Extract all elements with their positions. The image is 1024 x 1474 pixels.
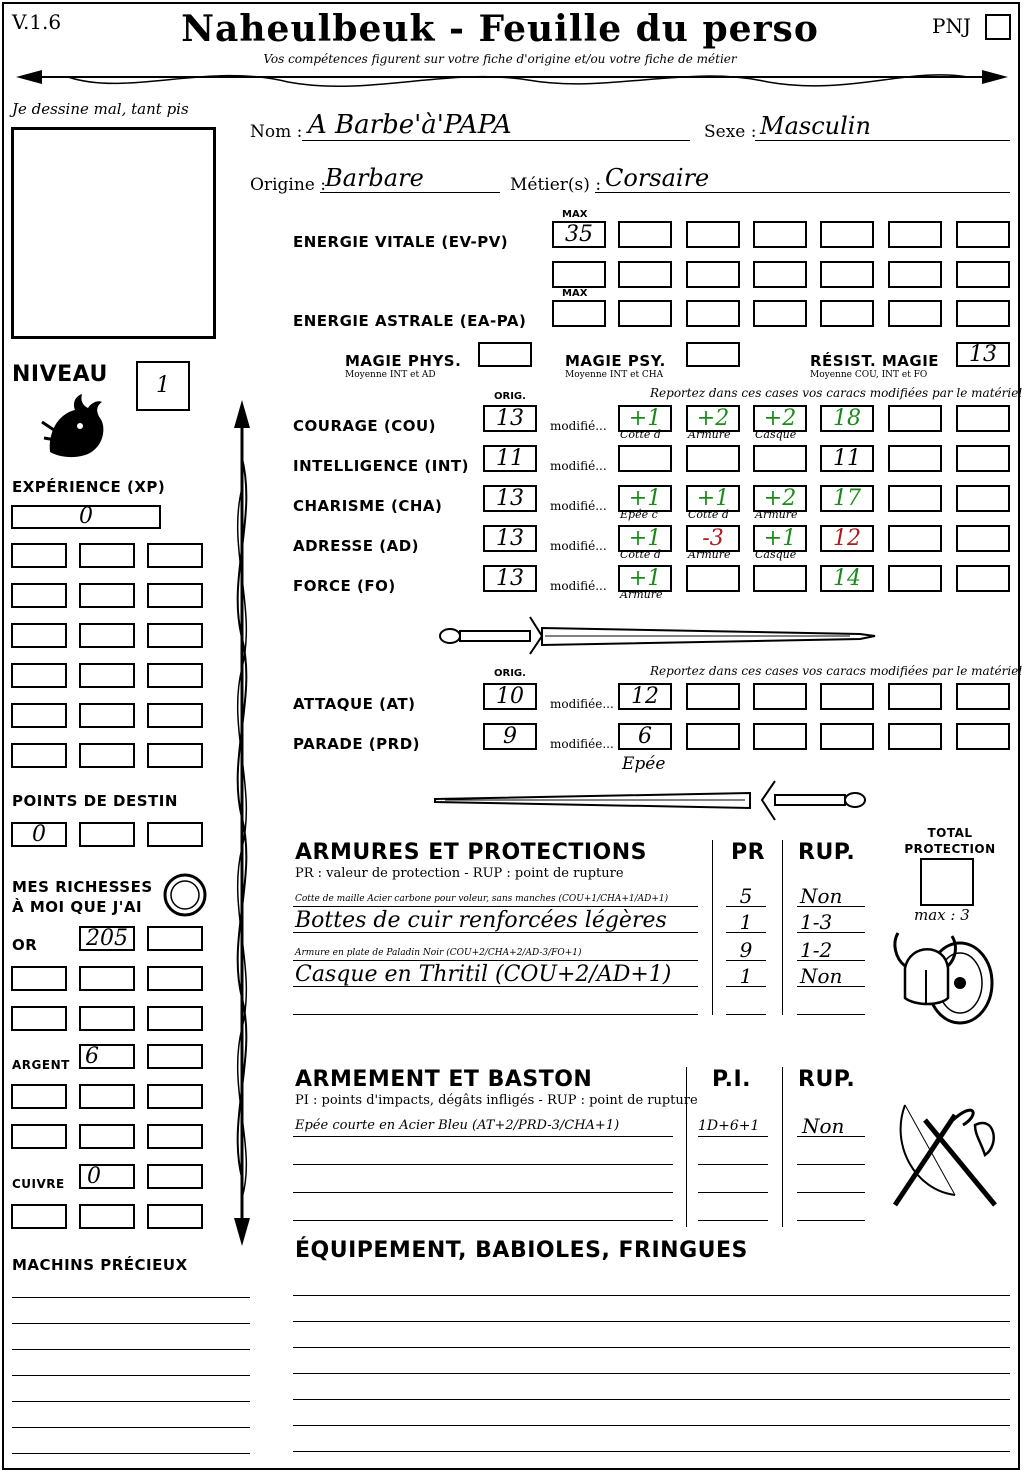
ea-max-box[interactable] bbox=[552, 300, 606, 327]
money-track-box[interactable] bbox=[147, 1084, 203, 1109]
money-track-box[interactable] bbox=[147, 1124, 203, 1149]
stat-mod-source: Cotte d bbox=[688, 508, 729, 521]
xp-label: EXPÉRIENCE (XP) bbox=[12, 478, 166, 496]
equipment-line[interactable] bbox=[293, 1347, 1010, 1348]
metier-label: Métier(s) : bbox=[510, 175, 602, 195]
stat-mod-source: Casque bbox=[755, 428, 797, 441]
parade-label: PARADE (PRD) bbox=[293, 735, 421, 753]
stat-mod-source: Armure bbox=[688, 428, 731, 441]
machins-line[interactable] bbox=[12, 1427, 250, 1428]
sexe-value[interactable]: Masculin bbox=[760, 112, 871, 140]
stat-mod-value bbox=[688, 447, 738, 470]
ev-track2-box-5[interactable] bbox=[820, 261, 874, 288]
magie-phys-box[interactable] bbox=[478, 342, 532, 367]
sword-ornament-bottom bbox=[430, 778, 880, 823]
magie-psy-box[interactable] bbox=[686, 342, 740, 367]
ev-track-box-2[interactable] bbox=[686, 221, 740, 248]
xp-track-box[interactable] bbox=[79, 703, 135, 728]
stat-orig-value: 13 bbox=[496, 525, 524, 551]
ev-track2-box-1[interactable] bbox=[552, 261, 606, 288]
or-box-2[interactable] bbox=[147, 926, 203, 951]
stat-orig-box[interactable] bbox=[483, 525, 537, 552]
ev-track2-box-4[interactable] bbox=[753, 261, 807, 288]
money-track-box[interactable] bbox=[79, 966, 135, 991]
equipment-line[interactable] bbox=[293, 1373, 1010, 1374]
magie-phys-label: MAGIE PHYS. bbox=[345, 352, 462, 370]
xp-track-box[interactable] bbox=[11, 623, 67, 648]
stat-mod-value: +1 bbox=[628, 525, 662, 551]
destin-box-1[interactable] bbox=[11, 822, 67, 847]
argent-box-2[interactable] bbox=[147, 1044, 203, 1069]
helmet-shield-icon bbox=[890, 928, 1000, 1028]
stat-mod-source: Cotte d bbox=[620, 548, 661, 561]
stat-mod-box[interactable] bbox=[820, 485, 874, 512]
ev-track-box-4[interactable] bbox=[820, 221, 874, 248]
armor-title: ARMURES ET PROTECTIONS bbox=[295, 840, 647, 865]
attaque-label: ATTAQUE (AT) bbox=[293, 695, 416, 713]
stat-mod-box[interactable] bbox=[888, 565, 942, 592]
stat-orig-value: 13 bbox=[496, 485, 524, 511]
machins-line[interactable] bbox=[12, 1401, 250, 1402]
attaque-mod-box-5[interactable] bbox=[888, 683, 942, 710]
stats-orig-label: ORIG. bbox=[494, 391, 526, 402]
stat-mod-value: 12 bbox=[833, 525, 861, 551]
ea-track-box-4[interactable] bbox=[820, 300, 874, 327]
modifie-label: modifié... bbox=[550, 579, 607, 593]
money-track-box[interactable] bbox=[11, 1204, 67, 1229]
or-value: 205 bbox=[86, 925, 128, 951]
stat-mod-box[interactable] bbox=[820, 525, 874, 552]
cuivre-box-2[interactable] bbox=[147, 1164, 203, 1189]
xp-track-box[interactable] bbox=[79, 623, 135, 648]
stat-mod-source: Casque bbox=[755, 548, 797, 561]
armor-item-rup[interactable]: Non bbox=[800, 964, 843, 988]
resist-magie-sub: Moyenne COU, INT et FO bbox=[810, 370, 928, 380]
xp-track-box[interactable] bbox=[147, 543, 203, 568]
stat-mod-value: +1 bbox=[628, 565, 662, 591]
stat-mod-box[interactable] bbox=[820, 445, 874, 472]
header-spear-ornament bbox=[8, 62, 1016, 98]
stat-mod-box[interactable] bbox=[956, 565, 1010, 592]
xp-track-box[interactable] bbox=[147, 703, 203, 728]
xp-box[interactable] bbox=[11, 505, 161, 529]
subtitle: Vos compétences figurent sur votre fiche d'origine et/ou votre fiche de métier bbox=[263, 52, 737, 66]
stat-mod-value: -3 bbox=[702, 525, 724, 551]
stat-mod-box[interactable] bbox=[820, 565, 874, 592]
ev-track2-box-3[interactable] bbox=[686, 261, 740, 288]
xp-track-box[interactable] bbox=[79, 543, 135, 568]
stat-mod-value: 17 bbox=[833, 485, 861, 511]
machins-line[interactable] bbox=[12, 1323, 250, 1324]
sword-ornament-top bbox=[430, 612, 880, 657]
ea-track-box-6[interactable] bbox=[956, 300, 1010, 327]
stat-mod-box[interactable] bbox=[820, 405, 874, 432]
pnj-checkbox[interactable] bbox=[985, 14, 1011, 40]
money-track-box[interactable] bbox=[11, 1124, 67, 1149]
cuivre-box[interactable] bbox=[79, 1164, 135, 1189]
xp-track-box[interactable] bbox=[147, 663, 203, 688]
money-track-box[interactable] bbox=[79, 1124, 135, 1149]
xp-track-box[interactable] bbox=[11, 703, 67, 728]
stat-mod-value bbox=[688, 567, 738, 590]
machins-line[interactable] bbox=[12, 1349, 250, 1350]
ev-track-box-1[interactable] bbox=[618, 221, 672, 248]
parade-orig-value: 9 bbox=[503, 723, 517, 749]
armor-sub: PR : valeur de protection - RUP : point de rupture bbox=[295, 866, 624, 881]
stat-mod-source: Epée c bbox=[620, 508, 658, 521]
stat-mod-box[interactable] bbox=[686, 565, 740, 592]
xp-track-box[interactable] bbox=[11, 543, 67, 568]
stat-mod-box[interactable] bbox=[888, 525, 942, 552]
parade-mod-box-3[interactable] bbox=[753, 723, 807, 750]
armor-item-pr[interactable]: 1 bbox=[739, 910, 753, 934]
origine-value[interactable]: Barbare bbox=[325, 164, 424, 192]
stat-mod-value bbox=[620, 447, 670, 470]
sexe-label: Sexe : bbox=[704, 122, 757, 142]
or-label: OR bbox=[12, 936, 38, 954]
stat-mod-source: Cotte d bbox=[620, 428, 661, 441]
stat-mod-box[interactable] bbox=[888, 485, 942, 512]
stat-mod-value: 14 bbox=[833, 565, 861, 591]
stat-mod-value: 11 bbox=[833, 445, 861, 471]
attaque-mod-box-3[interactable] bbox=[753, 683, 807, 710]
cuivre-label: CUIVRE bbox=[12, 1177, 65, 1191]
attaque-orig-value: 10 bbox=[496, 683, 524, 709]
stat-mod-box[interactable] bbox=[753, 565, 807, 592]
dragon-icon bbox=[40, 392, 110, 464]
stat-label: FORCE (FO) bbox=[293, 577, 396, 595]
ea-track-box-5[interactable] bbox=[888, 300, 942, 327]
magie-phys-sub: Moyenne INT et AD bbox=[345, 370, 436, 380]
ev-track2-box-6[interactable] bbox=[888, 261, 942, 288]
stat-mod-source: Armure bbox=[755, 508, 798, 521]
richesses-label-2: À MOI QUE J'AI bbox=[12, 898, 143, 916]
stat-mod-value: +1 bbox=[628, 405, 662, 431]
xp-track-box[interactable] bbox=[147, 743, 203, 768]
or-box[interactable] bbox=[79, 926, 135, 951]
armor-pr-label: PR bbox=[731, 840, 766, 865]
parade-mod-value: 6 bbox=[638, 723, 652, 749]
weapons-title: ARMEMENT ET BASTON bbox=[295, 1067, 593, 1092]
destin-label: POINTS DE DESTIN bbox=[12, 792, 178, 810]
stat-mod-box[interactable] bbox=[618, 445, 672, 472]
cuivre-value: 0 bbox=[87, 1163, 101, 1189]
armor-max-note: max : 3 bbox=[914, 906, 970, 924]
stat-mod-value: +1 bbox=[696, 485, 730, 511]
destin-value: 0 bbox=[32, 821, 46, 847]
destin-box-2[interactable] bbox=[79, 822, 135, 847]
stat-mod-value: +2 bbox=[763, 485, 797, 511]
money-track-box[interactable] bbox=[11, 1006, 67, 1031]
stat-orig-box[interactable] bbox=[483, 485, 537, 512]
money-track-box[interactable] bbox=[11, 1084, 67, 1109]
attaque-mod-box-6[interactable] bbox=[956, 683, 1010, 710]
modifie-label: modifié... bbox=[550, 539, 607, 553]
attaque-mod-box[interactable] bbox=[618, 683, 672, 710]
ev-track-box-5[interactable] bbox=[888, 221, 942, 248]
money-track-box[interactable] bbox=[147, 1204, 203, 1229]
parade-mod-box-6[interactable] bbox=[956, 723, 1010, 750]
ea-track-box-3[interactable] bbox=[753, 300, 807, 327]
ev-max-label: MAX bbox=[562, 209, 588, 220]
origine-label: Origine : bbox=[250, 175, 326, 195]
machins-line[interactable] bbox=[12, 1453, 250, 1454]
attaque-mod-box-4[interactable] bbox=[820, 683, 874, 710]
stat-label: CHARISME (CHA) bbox=[293, 497, 443, 515]
stat-label: INTELLIGENCE (INT) bbox=[293, 457, 469, 475]
stat-mod-box[interactable] bbox=[753, 445, 807, 472]
magie-psy-sub: Moyenne INT et CHA bbox=[565, 370, 664, 380]
parade-orig-box[interactable] bbox=[483, 723, 537, 750]
stat-mod-source: Armure bbox=[688, 548, 731, 561]
armor-item-rup[interactable]: 1-2 bbox=[800, 938, 833, 962]
armor-item-rup[interactable]: Non bbox=[800, 884, 843, 908]
machins-line[interactable] bbox=[12, 1375, 250, 1376]
equipment-line[interactable] bbox=[293, 1321, 1010, 1322]
ev-track2-box-2[interactable] bbox=[618, 261, 672, 288]
portrait-caption: Je dessine mal, tant pis bbox=[12, 100, 189, 118]
money-track-box[interactable] bbox=[11, 966, 67, 991]
equipment-line[interactable] bbox=[293, 1451, 1010, 1452]
stat-orig-value: 11 bbox=[496, 445, 524, 471]
parade-mod-box-5[interactable] bbox=[888, 723, 942, 750]
argent-label: ARGENT bbox=[12, 1058, 70, 1072]
xp-track-box[interactable] bbox=[147, 623, 203, 648]
modifie-label: modifié... bbox=[550, 459, 607, 473]
xp-track-box[interactable] bbox=[11, 663, 67, 688]
attaque-mod-value: 12 bbox=[631, 683, 659, 709]
ea-track-box-1[interactable] bbox=[618, 300, 672, 327]
combat-orig-label: ORIG. bbox=[494, 668, 526, 679]
portrait-box[interactable] bbox=[11, 127, 216, 339]
resist-magie-label: RÉSIST. MAGIE bbox=[810, 352, 940, 370]
stat-orig-box[interactable] bbox=[483, 565, 537, 592]
argent-box[interactable] bbox=[79, 1044, 135, 1069]
stat-mod-value: +1 bbox=[628, 485, 662, 511]
stat-mod-source: Armure bbox=[620, 588, 663, 601]
modifie-label: modifié... bbox=[550, 499, 607, 513]
xp-track-box[interactable] bbox=[11, 583, 67, 608]
armor-item-name[interactable]: Armure en plate de Paladin Noir (COU+2/CHA+2/AD-3/FO+1) bbox=[295, 948, 582, 958]
total-protection-label: TOTAL PROTECTION bbox=[904, 826, 996, 856]
total-protection-box[interactable] bbox=[920, 858, 974, 906]
ea-track-box-2[interactable] bbox=[686, 300, 740, 327]
machins-line[interactable] bbox=[12, 1297, 250, 1298]
stat-mod-box[interactable] bbox=[888, 405, 942, 432]
armor-rup-label: RUP. bbox=[798, 840, 856, 865]
money-track-box[interactable] bbox=[79, 1084, 135, 1109]
xp-track-box[interactable] bbox=[79, 583, 135, 608]
xp-track-box[interactable] bbox=[79, 743, 135, 768]
ev-track-box-3[interactable] bbox=[753, 221, 807, 248]
stat-orig-box[interactable] bbox=[483, 445, 537, 472]
stat-mod-value bbox=[755, 447, 805, 470]
ev-track-box-6[interactable] bbox=[956, 221, 1010, 248]
sheet-title: Naheulbeuk - Feuille du perso bbox=[181, 8, 819, 50]
xp-track-box[interactable] bbox=[11, 743, 67, 768]
machins-label: MACHINS PRÉCIEUX bbox=[12, 1256, 188, 1274]
weapons-rup-label: RUP. bbox=[798, 1067, 856, 1092]
stat-mod-box[interactable] bbox=[956, 445, 1010, 472]
ev-label: ENERGIE VITALE (EV-PV) bbox=[293, 233, 509, 251]
armor-item-pr[interactable]: 1 bbox=[739, 964, 753, 988]
stat-mod-value: +2 bbox=[763, 405, 797, 431]
ea-max-label: MAX bbox=[562, 288, 588, 299]
xp-track-box[interactable] bbox=[79, 663, 135, 688]
vertical-spear-ornament bbox=[222, 398, 262, 1248]
xp-value: 0 bbox=[79, 504, 93, 529]
argent-value: 6 bbox=[85, 1043, 99, 1069]
stat-label: ADRESSE (AD) bbox=[293, 537, 420, 555]
armor-item-pr[interactable]: 9 bbox=[739, 938, 753, 962]
armor-item-name[interactable]: Casque en Thritil (COU+2/AD+1) bbox=[295, 962, 672, 987]
stat-mod-value: 18 bbox=[833, 405, 861, 431]
ev-track2-box-7[interactable] bbox=[956, 261, 1010, 288]
pnj-label: PNJ bbox=[932, 14, 971, 38]
stat-mod-value bbox=[755, 567, 805, 590]
resist-magie-value: 13 bbox=[969, 341, 997, 367]
crossed-weapons-icon bbox=[885, 1095, 1005, 1215]
money-track-box[interactable] bbox=[147, 1006, 203, 1031]
niveau-label: NIVEAU bbox=[12, 362, 108, 387]
ev-max-value: 35 bbox=[565, 221, 593, 247]
money-track-box[interactable] bbox=[147, 966, 203, 991]
equipment-line[interactable] bbox=[293, 1295, 1010, 1296]
richesses-label-1: MES RICHESSES bbox=[12, 878, 153, 896]
attaque-mod-box-2[interactable] bbox=[686, 683, 740, 710]
armor-item-rup[interactable]: 1-3 bbox=[800, 910, 833, 934]
nom-value[interactable]: A Barbe'à'PAPA bbox=[308, 110, 512, 140]
weapon-item-rup[interactable]: Non bbox=[802, 1114, 845, 1138]
stat-mod-value: +2 bbox=[696, 405, 730, 431]
stat-mod-box[interactable] bbox=[956, 405, 1010, 432]
parade-mod-box-4[interactable] bbox=[820, 723, 874, 750]
resist-magie-box[interactable] bbox=[956, 342, 1010, 367]
metier-value[interactable]: Corsaire bbox=[605, 164, 710, 192]
magie-psy-label: MAGIE PSY. bbox=[565, 352, 666, 370]
stat-orig-value: 13 bbox=[496, 565, 524, 591]
armor-item-pr[interactable]: 5 bbox=[739, 884, 753, 908]
attaque-orig-box[interactable] bbox=[483, 683, 537, 710]
stat-mod-box[interactable] bbox=[956, 485, 1010, 512]
nom-label: Nom : bbox=[250, 122, 303, 142]
stat-mod-box[interactable] bbox=[686, 445, 740, 472]
money-track-box[interactable] bbox=[79, 1204, 135, 1229]
equipment-line[interactable] bbox=[293, 1425, 1010, 1426]
niveau-box[interactable] bbox=[136, 361, 190, 411]
xp-track-box[interactable] bbox=[147, 583, 203, 608]
stat-orig-box[interactable] bbox=[483, 405, 537, 432]
money-track-box[interactable] bbox=[79, 1006, 135, 1031]
destin-box-3[interactable] bbox=[147, 822, 203, 847]
equipment-title: ÉQUIPEMENT, BABIOLES, FRINGUES bbox=[295, 1238, 748, 1263]
niveau-value: 1 bbox=[156, 373, 170, 398]
weapons-pi-label: P.I. bbox=[712, 1067, 751, 1092]
weapon-item-name[interactable]: Epée courte en Acier Bleu (AT+2/PRD-3/CHA+1) bbox=[295, 1118, 620, 1133]
equipment-line[interactable] bbox=[293, 1399, 1010, 1400]
parade-note: Epée bbox=[622, 754, 666, 774]
combat-report-note: Reportez dans ces cases vos caracs modifiées par le matériel bbox=[650, 664, 1023, 678]
stat-mod-box[interactable] bbox=[888, 445, 942, 472]
ev-max-box[interactable] bbox=[552, 221, 606, 248]
stats-report-note: Reportez dans ces cases vos caracs modifiées par le matériel bbox=[650, 386, 1023, 400]
weapon-item-pi[interactable]: 1D+6+1 bbox=[698, 1118, 760, 1134]
armor-item-name[interactable]: Cotte de maille Acier carbone pour voleur, sans manches (COU+1/CHA+1/AD+1) bbox=[295, 894, 669, 904]
stat-orig-value: 13 bbox=[496, 405, 524, 431]
armor-item-name[interactable]: Bottes de cuir renforcées légères bbox=[295, 908, 667, 933]
stat-mod-value: +1 bbox=[763, 525, 797, 551]
stat-mod-box[interactable] bbox=[956, 525, 1010, 552]
stat-label: COURAGE (COU) bbox=[293, 417, 437, 435]
modifie-label: modifié... bbox=[550, 419, 607, 433]
coin-icon bbox=[162, 872, 208, 918]
version-label: V.1.6 bbox=[12, 10, 62, 34]
ea-label: ENERGIE ASTRALE (EA-PA) bbox=[293, 312, 527, 330]
parade-mod-box[interactable] bbox=[618, 723, 672, 750]
parade-mod-box-2[interactable] bbox=[686, 723, 740, 750]
weapons-sub: PI : points d'impacts, dégâts infligés - RUP : point de rupture bbox=[295, 1093, 698, 1108]
